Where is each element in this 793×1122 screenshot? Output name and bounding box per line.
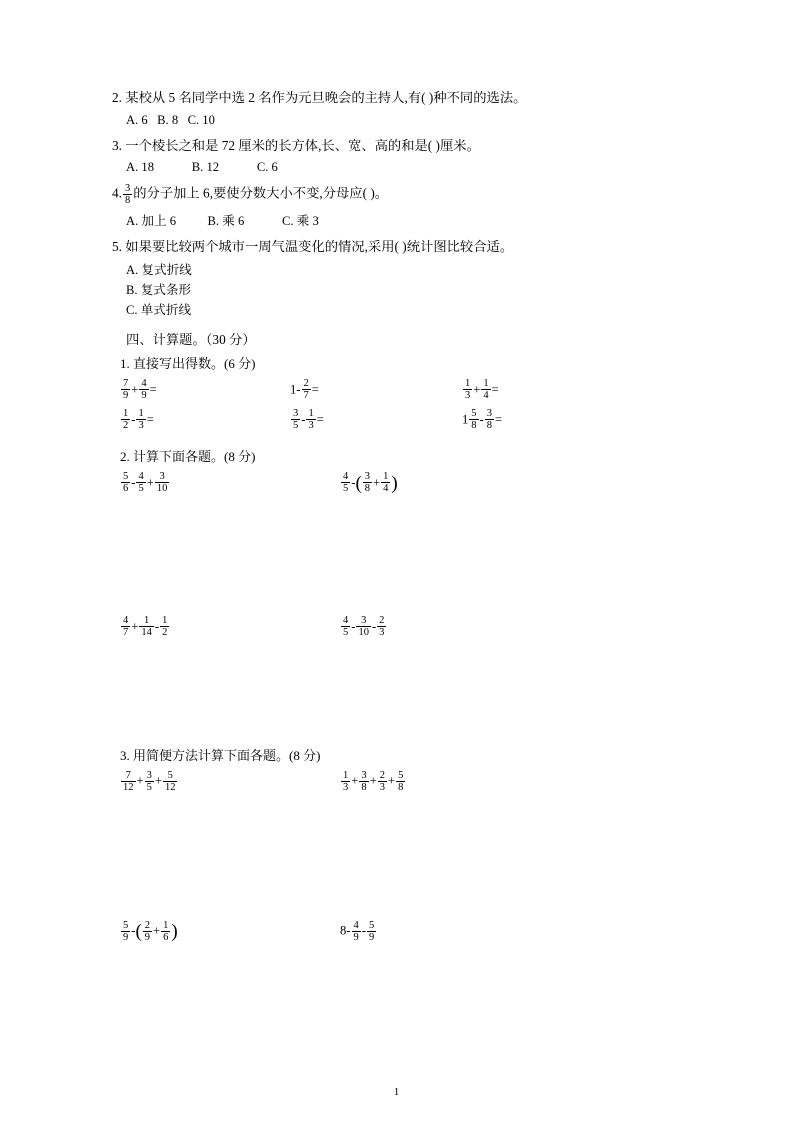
page-number: 1 — [393, 1086, 400, 1098]
operator: - — [351, 618, 356, 633]
right-paren: ) — [171, 921, 178, 943]
left-paren: ( — [135, 921, 142, 943]
quick-calc-row-1 — [112, 379, 692, 409]
fraction: $\frac{4}{5}$ — [343, 471, 349, 495]
operator: + — [351, 773, 359, 788]
equals: = — [149, 382, 157, 397]
fraction: $\frac{1}{2}$ — [162, 615, 168, 639]
fraction: $\frac{4}{9}$ — [141, 378, 147, 402]
operator: - — [346, 923, 351, 938]
quick-calc-3 — [462, 379, 499, 402]
fraction: $\frac{2}{9}$ — [144, 919, 151, 943]
whole-number: 1 — [290, 382, 297, 397]
operator: + — [131, 382, 139, 397]
section-4-title: 四、计算题。（30 分） — [126, 331, 256, 347]
fraction: $\frac{5}{6}$ — [123, 471, 129, 495]
operator: + — [131, 618, 139, 633]
operator: - — [479, 412, 484, 427]
fraction: $\frac{2}{3}$ — [379, 769, 385, 793]
fraction: $\frac{1}{6}$ — [163, 919, 169, 943]
fraction: $\frac{4}{5}$ — [343, 615, 349, 639]
operator: + — [369, 773, 377, 788]
question-4-options: A. 加上 6 B. 乘 6 C. 乘 3 — [126, 214, 319, 229]
fraction: $\frac{3}{8}$ — [486, 408, 492, 432]
quick-calc-2 — [290, 379, 319, 402]
quick-calc-5 — [290, 409, 324, 432]
operator: + — [387, 773, 396, 788]
fraction: $\frac{3}{5}$ — [146, 769, 152, 793]
equals: = — [491, 382, 499, 397]
calc-row-2 — [112, 616, 692, 656]
simple-calc-problem-3 — [120, 920, 178, 943]
right-paren: ) — [391, 472, 398, 494]
calc-problem-4 — [340, 616, 387, 639]
fraction: $\frac{1}{3}$ — [138, 408, 144, 432]
quick-calc-4 — [120, 409, 154, 432]
work-space-2 — [112, 656, 692, 742]
fraction: $\frac{3}{5}$ — [293, 408, 299, 432]
fraction: $\frac{5}{12}$ — [164, 769, 176, 793]
simple-calc-row-1 — [112, 770, 692, 810]
operator: + — [473, 382, 481, 397]
operator: - — [301, 412, 306, 427]
simple-calc-problem-1 — [120, 770, 178, 793]
fraction: $\frac{7}{9}$ — [123, 378, 129, 402]
work-space-3 — [112, 810, 692, 920]
fraction: $\frac{1}{3}$ — [308, 408, 314, 432]
operator: - — [361, 923, 366, 938]
section-4-sub-2-title: 2. 计算下面各题。(8 分) — [120, 448, 256, 464]
operator: - — [351, 474, 356, 489]
work-space-1 — [112, 512, 692, 616]
fraction: $\frac{1}{4}$ — [483, 378, 489, 402]
calc-problem-3 — [120, 616, 170, 639]
operator: - — [296, 382, 301, 397]
calc-problem-1 — [120, 472, 170, 495]
equals: = — [495, 412, 503, 427]
calc-problem-2 — [340, 472, 398, 495]
operator: + — [136, 773, 144, 788]
equals: = — [311, 382, 319, 397]
question-4-prefix: 4. — [112, 185, 122, 201]
fraction: $\frac{5}{8}$ — [471, 408, 477, 432]
fraction-3-8: $\frac{3}{8}$ — [124, 182, 131, 206]
page-content — [112, 88, 692, 960]
operator: + — [146, 474, 154, 489]
section-4-sub-3-title: 3. 用简便方法计算下面各题。(8 分) — [120, 747, 321, 763]
question-5-option-b: B. 复式条形 — [126, 282, 192, 297]
operator: - — [131, 923, 136, 938]
fraction: $\frac{4}{5}$ — [138, 471, 144, 495]
operator: - — [371, 618, 377, 633]
question-5-text: 5. 如果要比较两个城市一周气温变化的情况,采用( )统计图比较合适。 — [112, 238, 514, 254]
question-4-text — [112, 183, 692, 206]
fraction: $\frac{3}{10}$ — [358, 615, 369, 639]
fraction: $\frac{3}{10}$ — [156, 471, 168, 495]
fraction: $\frac{2}{7}$ — [303, 378, 309, 402]
operator: + — [154, 773, 162, 788]
quick-calc-row-2 — [112, 409, 692, 439]
left-paren: ( — [355, 472, 362, 494]
fraction: $\frac{1}{3}$ — [465, 378, 471, 402]
equals: = — [146, 412, 154, 427]
fraction: $\frac{5}{8}$ — [398, 769, 404, 793]
fraction: $\frac{3}{8}$ — [361, 769, 367, 793]
operator: + — [153, 923, 161, 938]
equals: = — [316, 412, 324, 427]
operator: + — [373, 474, 381, 489]
fraction: $\frac{1}{3}$ — [343, 769, 349, 793]
fraction: $\frac{1}{14}$ — [141, 615, 152, 639]
question-2-options: A. 6 B. 8 C. 10 — [126, 112, 215, 127]
operator: - — [154, 618, 160, 633]
question-5-option-a: A. 复式折线 — [126, 262, 192, 277]
simple-calc-row-2 — [112, 920, 692, 960]
question-5-options — [112, 260, 692, 321]
fraction: $\frac{4}{7}$ — [123, 615, 129, 639]
fraction: $\frac{4}{9}$ — [353, 919, 359, 943]
quick-calc-1 — [120, 379, 157, 402]
fraction: $\frac{1}{4}$ — [383, 471, 389, 495]
fraction: $\frac{5}{9}$ — [368, 919, 375, 943]
question-2-text: 2. 某校从 5 名同学中选 2 名作为元旦晚会的主持人,有( )种不同的选法。 — [112, 90, 527, 105]
fraction: $\frac{1}{2}$ — [123, 408, 129, 432]
question-3-text: 3. 一个棱长之和是 72 厘米的长方体,长、宽、高的和是( )厘米。 — [112, 137, 480, 153]
question-3-options: A. 18 B. 12 C. 6 — [126, 160, 278, 175]
fraction: $\frac{7}{12}$ — [123, 769, 134, 793]
whole-number: 8 — [340, 923, 347, 938]
fraction: $\frac{3}{8}$ — [364, 471, 371, 495]
operator: - — [131, 474, 136, 489]
simple-calc-problem-2 — [340, 770, 406, 793]
simple-calc-problem-4 — [340, 920, 377, 943]
operator: - — [131, 412, 136, 427]
section-4-sub-1-title: 1. 直接写出得数。(6 分) — [120, 355, 256, 371]
whole-number: 1 — [462, 412, 469, 427]
question-5-option-c: C. 单式折线 — [126, 303, 192, 318]
fraction: $\frac{5}{9}$ — [123, 919, 129, 943]
question-4-suffix: 的分子加上 6,要使分数大小不变,分母应( )。 — [133, 185, 389, 201]
calc-row-1 — [112, 472, 692, 512]
fraction: $\frac{2}{3}$ — [379, 615, 385, 639]
quick-calc-6 — [462, 409, 502, 432]
